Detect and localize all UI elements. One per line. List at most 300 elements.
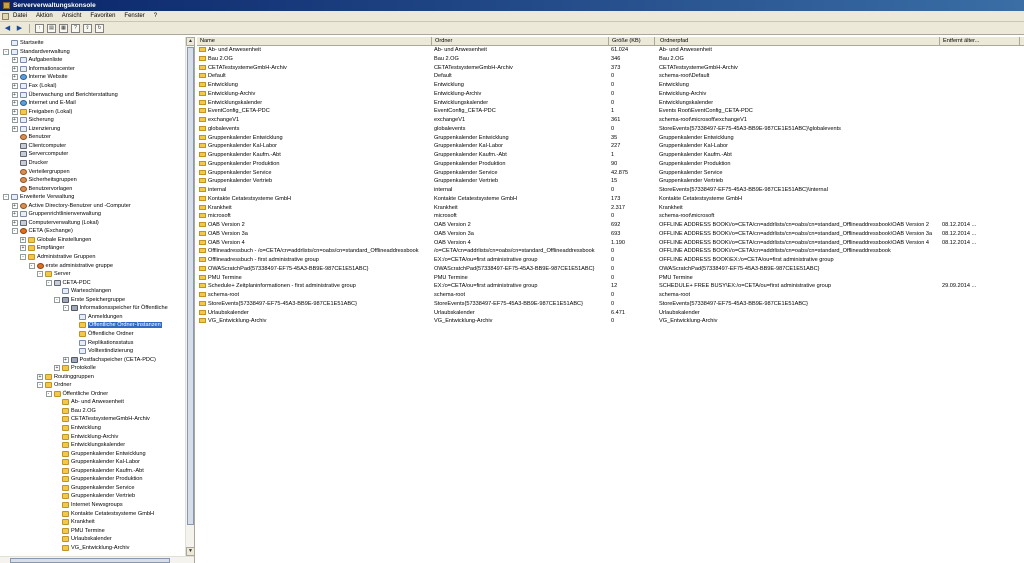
table-row[interactable] — [197, 265, 1024, 274]
cell-name-text: Gruppenkalender Service — [208, 169, 272, 176]
table-row[interactable] — [197, 212, 1024, 221]
expand-icon[interactable]: + — [13, 65, 16, 72]
tree-node[interactable] — [54, 364, 96, 373]
expand-icon[interactable]: + — [13, 74, 16, 81]
table-row[interactable] — [197, 256, 1024, 265]
tree-node-label: Entwicklungskalender — [71, 442, 126, 449]
cell-name — [197, 204, 432, 213]
folder-icon — [199, 143, 206, 148]
cell-removed — [940, 107, 1020, 116]
table-row[interactable] — [197, 134, 1024, 143]
cell-ordner — [432, 230, 609, 239]
cell-ordner-text: exchangeV1 — [434, 117, 466, 123]
expand-icon[interactable]: + — [13, 91, 16, 98]
tree-node[interactable] — [54, 467, 144, 476]
cell-removed — [940, 230, 1020, 239]
cell-size — [609, 309, 655, 318]
collapse-icon[interactable]: - — [46, 391, 52, 397]
folder-icon — [199, 82, 206, 87]
tree-node[interactable] — [63, 304, 168, 313]
title-bar — [0, 0, 1024, 11]
menu-favoriten[interactable]: Favoriten — [90, 13, 116, 19]
folder-icon — [199, 73, 206, 78]
cell-ordner — [432, 160, 609, 169]
collapse-icon[interactable]: - — [20, 254, 26, 260]
tree-node[interactable] — [3, 39, 44, 48]
server-icon — [20, 220, 27, 226]
cell-ordner — [432, 81, 609, 90]
cell-name-text: EventConfig_CETA-PDC — [208, 108, 270, 115]
cell-ordner-text: Entwicklung-Archiv — [434, 90, 482, 97]
cell-path-text: StoreEvents{57338497-EF75-45A3-BB9E-987CE1E51ABC}\internal — [659, 187, 828, 193]
cell-removed — [940, 90, 1020, 99]
cell-removed — [940, 204, 1020, 213]
tree-node[interactable] — [12, 176, 77, 185]
tree-node-label: Gruppenkalender Produktion — [71, 476, 143, 483]
tree-node[interactable] — [54, 407, 96, 416]
cell-size-text: 346 — [611, 55, 621, 62]
cell-size — [609, 46, 655, 55]
cell-path — [657, 142, 940, 151]
tree-node[interactable] — [71, 347, 133, 356]
cell-size-text: 61.024 — [611, 47, 629, 53]
cell-path — [657, 195, 940, 204]
refresh-icon[interactable]: ↻ — [95, 24, 104, 33]
cell-ordner-text: CETATestsystemeGmbH-Archiv — [434, 64, 513, 71]
cell-size — [609, 282, 655, 291]
cell-removed — [940, 291, 1020, 300]
cell-ordner-text: OAB Version 4 — [434, 239, 471, 246]
table-row[interactable] — [197, 169, 1024, 178]
cell-size-text: 0 — [611, 90, 615, 97]
table-row[interactable] — [197, 116, 1024, 125]
table-row[interactable] — [197, 186, 1024, 195]
tree-node[interactable] — [20, 244, 64, 253]
folder-icon — [62, 434, 69, 440]
cell-ordner — [432, 317, 609, 326]
tree-node[interactable] — [12, 65, 75, 74]
collapse-icon[interactable]: - — [37, 271, 43, 277]
menu-help[interactable]: ? — [153, 13, 158, 19]
tree-node[interactable] — [3, 193, 74, 202]
table-row[interactable] — [197, 221, 1024, 230]
tree-content — [0, 37, 185, 556]
tree-node[interactable] — [63, 355, 156, 364]
tree-node[interactable] — [54, 535, 112, 544]
tree-node-label: Entwicklung-Archiv — [71, 433, 119, 440]
tree-node[interactable] — [12, 82, 57, 91]
tree-node[interactable] — [12, 56, 63, 65]
cell-size — [609, 212, 655, 221]
tree-node-label: Startseite — [20, 40, 44, 47]
cell-name-text: internal — [208, 187, 227, 193]
table-row[interactable] — [197, 239, 1024, 248]
cell-removed — [940, 125, 1020, 134]
tree-node[interactable] — [54, 543, 129, 552]
cell-removed — [940, 309, 1020, 318]
folder-icon — [62, 502, 69, 508]
tree-node[interactable] — [12, 227, 73, 236]
collapse-icon[interactable]: - — [46, 280, 52, 286]
menu-fenster[interactable]: Fenster — [124, 13, 145, 19]
cell-size-text: 0 — [611, 292, 615, 298]
cell-size — [609, 64, 655, 73]
tree-node[interactable] — [54, 492, 135, 501]
cell-name-text: Default — [208, 73, 226, 80]
cell-name-text: Bau 2.OG — [208, 55, 233, 62]
tree-node[interactable] — [29, 261, 113, 270]
tree-node-label: CETA-PDC — [62, 279, 91, 286]
folder-icon — [199, 196, 206, 201]
cell-path-text: schema-root\Default — [659, 73, 710, 80]
folder-icon — [199, 283, 206, 288]
collapse-icon[interactable]: - — [29, 263, 35, 269]
cell-name — [197, 169, 432, 178]
cell-path-text: Gruppenkalender Kal-Labor — [659, 143, 729, 150]
table-row[interactable] — [197, 151, 1024, 160]
tree-node[interactable] — [12, 167, 70, 176]
cell-path-text: Ab- und Anwesenheit — [659, 47, 712, 53]
column-header-size[interactable]: Größe (KB) — [609, 37, 655, 46]
column-header-name[interactable]: Name — [197, 37, 432, 46]
tree-node[interactable] — [12, 99, 76, 108]
cell-removed — [940, 195, 1020, 204]
page-icon — [62, 288, 69, 294]
expand-icon[interactable]: + — [38, 373, 42, 380]
cell-size — [609, 125, 655, 134]
cell-path — [657, 99, 940, 108]
menu-datei[interactable]: Datei — [13, 13, 28, 19]
cell-removed-text: 08.12.2014 ... — [942, 222, 977, 228]
table-row[interactable] — [197, 282, 1024, 291]
cell-path — [657, 204, 940, 213]
expand-icon[interactable]: + — [13, 125, 16, 132]
cell-path — [657, 221, 940, 230]
tree-node[interactable] — [12, 219, 99, 228]
folder-icon — [79, 322, 86, 328]
cell-path-text: StoreEvents{57338497-EF75-45A3-BB9E-987CE1E51ABC} — [659, 300, 808, 307]
expand-icon[interactable]: + — [55, 365, 59, 372]
cell-name — [197, 99, 432, 108]
show-tree-icon[interactable]: ▤ — [47, 24, 56, 33]
table-row[interactable] — [197, 177, 1024, 186]
tree-node-label: Sicherheitsgruppen — [28, 177, 77, 184]
expand-icon[interactable]: + — [64, 356, 67, 363]
cell-path-text: Krankheit — [659, 204, 683, 211]
folder-icon — [199, 318, 206, 323]
column-header-path[interactable]: Ordnerpfad — [657, 37, 940, 46]
tree-node[interactable] — [46, 278, 91, 287]
tree-node[interactable] — [54, 432, 118, 441]
tree-node-label: Erweiterte Verwaltung — [20, 194, 75, 201]
cell-ordner-text: microsoft — [434, 213, 457, 220]
cell-path — [657, 317, 940, 326]
cell-path — [657, 309, 940, 318]
scroll-down-icon[interactable]: ▼ — [186, 547, 195, 556]
cell-path-text: Urlaubskalender — [659, 309, 700, 316]
cell-size-text: 35 — [611, 134, 618, 141]
expand-icon[interactable]: + — [21, 245, 25, 252]
table-row[interactable] — [197, 142, 1024, 151]
cell-ordner-text: Gruppenkalender Kal-Labor — [434, 143, 504, 150]
tree-node[interactable] — [12, 90, 118, 99]
tree-node[interactable] — [12, 125, 61, 134]
tree-node-label: Informationscenter — [28, 65, 75, 72]
cell-size-text: 0 — [611, 274, 615, 281]
tree-node[interactable] — [46, 390, 109, 399]
cell-size — [609, 291, 655, 300]
folder-icon — [199, 65, 206, 70]
expand-icon[interactable]: + — [13, 219, 16, 226]
expand-icon[interactable]: + — [13, 100, 16, 107]
cell-ordner — [432, 300, 609, 309]
tree-node-label: Informationsspeicher für Öffentliche — [79, 305, 168, 312]
column-header-ordner[interactable]: Ordner — [432, 37, 609, 46]
table-row[interactable] — [197, 99, 1024, 108]
tree-node[interactable] — [54, 287, 111, 296]
folder-icon — [199, 240, 206, 245]
collapse-icon[interactable]: - — [3, 194, 9, 200]
tree-node[interactable] — [54, 509, 154, 518]
table-row[interactable] — [197, 46, 1024, 55]
cell-path-text: StoreEvents{57338497-EF75-45A3-BB9E-987CE1E51ABC}\globalevents — [659, 125, 841, 132]
cell-path-text: Gruppenkalender Service — [659, 169, 723, 176]
tree-node[interactable] — [54, 398, 124, 407]
cell-ordner — [432, 282, 609, 291]
table-row[interactable] — [197, 317, 1024, 326]
properties-icon[interactable]: ▦ — [59, 24, 68, 33]
expand-icon[interactable]: + — [13, 211, 16, 218]
user-icon — [20, 134, 27, 140]
table-row[interactable] — [197, 195, 1024, 204]
cell-name-text: Entwicklungskalender — [208, 99, 263, 106]
tree-node[interactable] — [12, 73, 68, 82]
folder-icon — [62, 528, 69, 534]
expand-icon[interactable]: + — [13, 83, 16, 89]
tree-horizontal-scrollbar[interactable] — [0, 556, 195, 563]
table-row[interactable] — [197, 204, 1024, 213]
cell-path-text: OFFLINE ADDRESS BOOK\EX:/o=CETA/ou=first administrative group — [659, 257, 834, 263]
collapse-icon[interactable]: - — [12, 228, 18, 234]
back-arrow-icon[interactable]: ◀ — [4, 25, 11, 32]
tree-node[interactable] — [54, 415, 150, 424]
folder-icon — [62, 536, 69, 542]
cell-name — [197, 116, 432, 125]
cell-size — [609, 116, 655, 125]
cell-ordner-text: EventConfig_CETA-PDC — [434, 108, 496, 115]
tree-node[interactable] — [71, 321, 162, 330]
tree-node-label: Sicherung — [28, 117, 54, 124]
table-row[interactable] — [197, 90, 1024, 99]
tree-node[interactable] — [12, 159, 49, 168]
tree-node[interactable] — [20, 253, 95, 262]
column-header-removed[interactable]: Entfernt älter... — [940, 37, 1020, 46]
table-row[interactable] — [197, 64, 1024, 73]
collapse-icon[interactable]: - — [3, 49, 9, 55]
folder-icon — [62, 476, 69, 482]
expand-icon[interactable]: + — [13, 202, 16, 209]
tree-node[interactable] — [71, 313, 123, 322]
cell-ordner — [432, 142, 609, 151]
table-row[interactable] — [197, 300, 1024, 309]
table-row[interactable] — [197, 81, 1024, 90]
cell-removed — [940, 55, 1020, 64]
tree-node[interactable] — [20, 236, 91, 245]
collapse-icon[interactable]: - — [37, 382, 43, 388]
collapse-icon[interactable]: - — [54, 297, 60, 303]
tree-node[interactable] — [12, 201, 131, 210]
scroll-thumb[interactable] — [10, 558, 170, 563]
scroll-up-icon[interactable]: ▲ — [186, 37, 195, 46]
folder-icon — [199, 231, 206, 236]
tree-node[interactable] — [54, 458, 140, 467]
console-icon[interactable] — [2, 13, 9, 20]
folder-icon — [45, 271, 52, 277]
folder-icon — [62, 451, 69, 457]
folder-icon — [79, 331, 86, 337]
cell-ordner — [432, 125, 609, 134]
expand-icon[interactable]: + — [13, 117, 16, 124]
table-row[interactable] — [197, 247, 1024, 256]
cell-ordner-text: /o=CETA/cn=addrlists/cn=oabs/cn=standard_Offlineaddressbook — [434, 248, 595, 255]
table-row[interactable] — [197, 274, 1024, 283]
cell-ordner-text: Bau 2.OG — [434, 55, 459, 62]
folder-icon — [20, 109, 27, 115]
cell-size-text: 0 — [611, 265, 615, 272]
page-icon — [11, 40, 18, 46]
tree-node[interactable] — [54, 424, 101, 433]
tree-node[interactable] — [12, 210, 101, 219]
table-row[interactable] — [197, 72, 1024, 81]
up-folder-icon[interactable]: ↑ — [35, 24, 44, 33]
table-row[interactable] — [197, 291, 1024, 300]
cell-size-text: 1 — [611, 108, 615, 115]
cell-removed — [940, 282, 1020, 291]
cell-path — [657, 291, 940, 300]
cell-size — [609, 317, 655, 326]
cell-ordner — [432, 169, 609, 178]
cell-ordner — [432, 274, 609, 283]
tree-node[interactable] — [12, 142, 67, 151]
column-headers — [197, 37, 1024, 46]
table-row[interactable] — [197, 55, 1024, 64]
cell-path — [657, 274, 940, 283]
tree-node[interactable] — [54, 526, 105, 535]
cell-ordner — [432, 107, 609, 116]
tree-node[interactable] — [12, 133, 51, 142]
tree-node[interactable] — [54, 518, 95, 527]
cell-name-text: schema-root — [208, 292, 240, 298]
help-icon[interactable]: ? — [71, 24, 80, 33]
cell-removed — [940, 247, 1020, 256]
cell-size-text: 1 — [611, 152, 615, 158]
tree-node[interactable] — [12, 107, 73, 116]
scroll-thumb[interactable] — [187, 47, 194, 525]
expand-icon[interactable]: + — [13, 108, 16, 115]
folder-icon — [199, 187, 206, 192]
table-row[interactable] — [197, 107, 1024, 116]
tree-node-label: Benutzervorlagen — [28, 185, 73, 192]
tree-node[interactable] — [37, 270, 70, 279]
tree-node-label: Routinggruppen — [54, 373, 94, 380]
cell-ordner — [432, 265, 609, 274]
cell-ordner — [432, 291, 609, 300]
app-icon — [3, 2, 10, 9]
cell-path — [657, 125, 940, 134]
tree-node-label: Server — [54, 271, 71, 278]
cell-name-text: Gruppenkalender Kaufm.-Abt — [208, 152, 281, 158]
cell-name — [197, 221, 432, 230]
menu-ansicht[interactable]: Ansicht — [61, 13, 82, 19]
tree-node[interactable] — [71, 330, 134, 339]
cell-name — [197, 291, 432, 300]
cell-removed — [940, 177, 1020, 186]
export-icon[interactable]: ⇪ — [83, 24, 92, 33]
tree-node[interactable] — [3, 48, 70, 57]
table-row[interactable] — [197, 309, 1024, 318]
cell-ordner-text: OWAScratchPad{57338497-EF75-45A3-BB9E-987CE1E51ABC} — [434, 265, 595, 272]
cell-removed — [940, 99, 1020, 108]
expand-icon[interactable]: + — [21, 236, 25, 243]
collapse-icon[interactable]: - — [63, 305, 69, 311]
cell-removed — [940, 317, 1020, 326]
tree-node[interactable] — [37, 381, 71, 390]
cell-name-text: Gruppenkalender Produktion — [208, 160, 280, 167]
tree-node[interactable] — [71, 338, 133, 347]
forward-arrow-icon[interactable]: ▶ — [16, 25, 23, 32]
folder-icon — [62, 485, 69, 491]
cell-size-text: 373 — [611, 64, 621, 71]
cell-name — [197, 282, 432, 291]
cell-ordner-text: EX:/o=CETA/ou=first administrative group — [434, 283, 538, 290]
tree-node[interactable] — [54, 484, 134, 493]
cell-size-text: 0 — [611, 300, 615, 307]
expand-icon[interactable]: + — [13, 57, 16, 64]
tree-vertical-scrollbar[interactable] — [185, 37, 194, 556]
cell-name — [197, 309, 432, 318]
tree-node-label: Clientcomputer — [28, 142, 67, 149]
tree-node[interactable] — [54, 449, 146, 458]
page-icon — [79, 348, 86, 354]
cell-path-text: Entwicklung — [659, 82, 689, 88]
cell-removed — [940, 256, 1020, 265]
tree-node[interactable] — [54, 296, 125, 305]
tree-node[interactable] — [54, 475, 143, 484]
server-icon — [20, 151, 27, 157]
cell-name-text: OAB Version 2 — [208, 222, 245, 228]
tree-node[interactable] — [37, 372, 94, 381]
cell-path-text: Events Root\EventConfig_CETA-PDC — [659, 108, 753, 115]
cell-path — [657, 64, 940, 73]
table-row[interactable] — [197, 160, 1024, 169]
tree-node[interactable] — [12, 184, 73, 193]
tree-node[interactable] — [54, 501, 123, 510]
cell-path — [657, 72, 940, 81]
tree-node[interactable] — [54, 441, 125, 450]
tree-node-label: Gruppenkalender Kaufm.-Abt — [71, 467, 144, 474]
folder-icon — [199, 135, 206, 140]
tree-node-label: Internet Newsgroups — [71, 501, 123, 508]
table-row[interactable] — [197, 125, 1024, 134]
cell-name — [197, 247, 432, 256]
cell-name-text: globalevents — [208, 125, 240, 132]
tree-node[interactable] — [12, 150, 69, 159]
tree-node[interactable] — [12, 116, 54, 125]
table-row[interactable] — [197, 230, 1024, 239]
cell-ordner-text: Kontakte Cetatestsysteme GmbH — [434, 195, 518, 202]
menu-aktion[interactable]: Aktion — [36, 13, 53, 19]
tree-node-label: Bau 2.OG — [71, 407, 96, 414]
